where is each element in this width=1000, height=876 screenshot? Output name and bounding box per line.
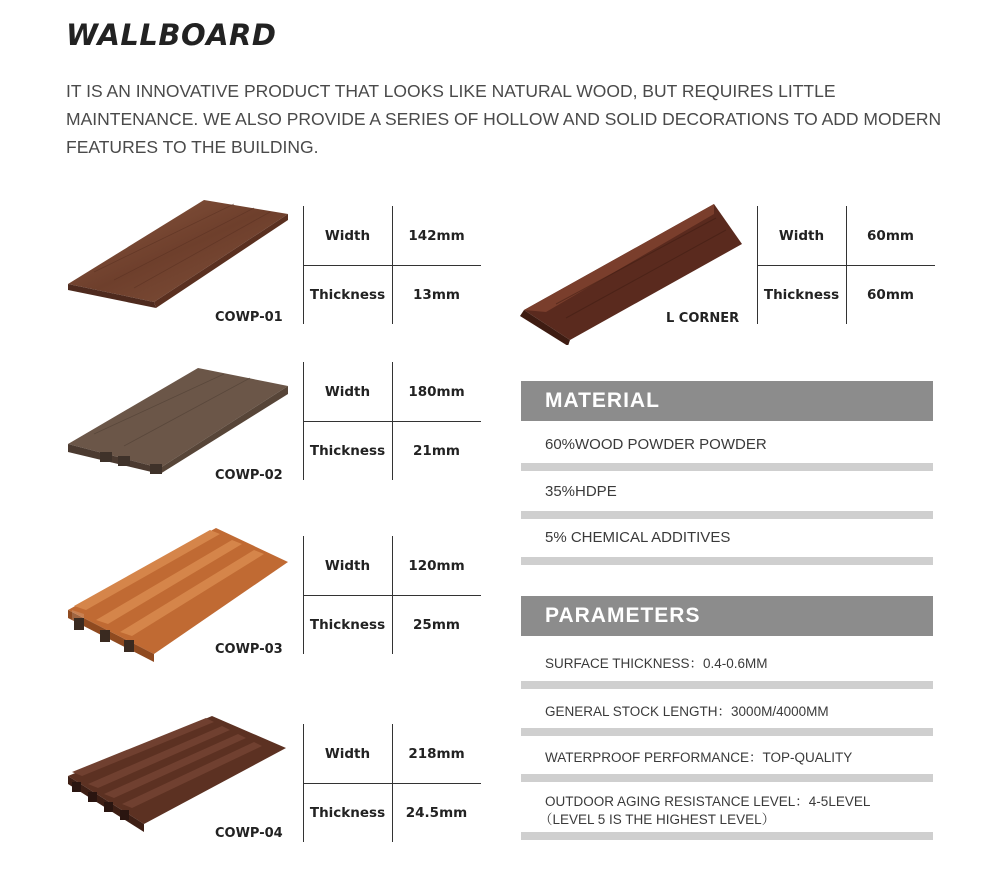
spec-label: Width <box>324 557 371 574</box>
material-item <box>521 473 933 519</box>
parameter-item-text: GENERAL STOCK LENGTH：3000M/4000MM <box>545 704 829 719</box>
material-item-text: 5% CHEMICAL ADDITIVES <box>545 529 731 546</box>
intro-text: IT IS AN INNOVATIVE PRODUCT THAT LOOKS LIKE NATURAL WOOD, BUT REQUIRES LITTLE MAINTENANCE. WE ALSO PROVIDE A SERIES OF HOLLOW AND SOLID DECORATIONS TO ADD MODERN FEATURES TO THE BUILDING. <box>66 81 942 157</box>
spec-value: 21mm <box>413 442 460 459</box>
parameters-heading: PARAMETERS <box>521 596 933 636</box>
spec-value: 180mm <box>408 383 465 400</box>
product-code-l-corner: L CORNER <box>666 311 740 326</box>
spec-value: 218mm <box>408 745 465 762</box>
spec-table-cowp-04 <box>303 724 481 842</box>
spec-label: Thickness <box>309 442 386 459</box>
spec-value: 13mm <box>413 286 460 303</box>
material-item-text: 60%WOOD POWDER POWDER <box>545 436 767 453</box>
product-code-cowp-02: COWP-02 <box>215 468 283 483</box>
spec-value: 24.5mm <box>405 804 468 821</box>
spec-table-cowp-03 <box>303 536 481 654</box>
spec-value: 60mm <box>867 286 914 303</box>
material-item <box>521 421 933 473</box>
parameter-item-text: SURFACE THICKNESS：0.4-0.6MM <box>545 656 768 671</box>
spec-table-l-corner <box>757 206 935 324</box>
spec-label: Thickness <box>763 286 840 303</box>
parameter-item-text: OUTDOOR AGING RESISTANCE LEVEL：4-5LEVEL <box>545 794 871 809</box>
product-code-cowp-03: COWP-03 <box>215 642 283 657</box>
product-image-cowp-02 <box>64 364 290 484</box>
spec-value: 120mm <box>408 557 465 574</box>
spec-label: Thickness <box>309 804 386 821</box>
spec-label: Thickness <box>309 616 386 633</box>
product-image-cowp-01 <box>64 198 290 318</box>
parameter-item-text: WATERPROOF PERFORMANCE：TOP-QUALITY <box>545 750 853 765</box>
product-code-cowp-04: COWP-04 <box>215 826 283 841</box>
product-image-cowp-04 <box>64 714 290 844</box>
spec-label: Width <box>324 227 371 244</box>
page-title: WALLBOARD <box>66 18 277 52</box>
parameter-item <box>521 734 933 780</box>
parameter-item <box>521 686 933 734</box>
parameter-item <box>521 780 933 840</box>
spec-value: 60mm <box>867 227 914 244</box>
spec-table-cowp-01 <box>303 206 481 324</box>
spec-value: 25mm <box>413 616 460 633</box>
spec-label: Thickness <box>309 286 386 303</box>
product-code-cowp-01: COWP-01 <box>215 310 283 325</box>
material-item <box>521 519 933 567</box>
spec-label: Width <box>324 745 371 762</box>
material-heading: MATERIAL <box>521 381 933 421</box>
spec-table-cowp-02 <box>303 362 481 480</box>
spec-label: Width <box>324 383 371 400</box>
parameter-note: （LEVEL 5 IS THE HIGHEST LEVEL） <box>539 812 776 827</box>
material-item-text: 35%HDPE <box>545 483 617 500</box>
parameter-item <box>521 636 933 686</box>
spec-value: 142mm <box>408 227 465 244</box>
spec-label: Width <box>778 227 825 244</box>
